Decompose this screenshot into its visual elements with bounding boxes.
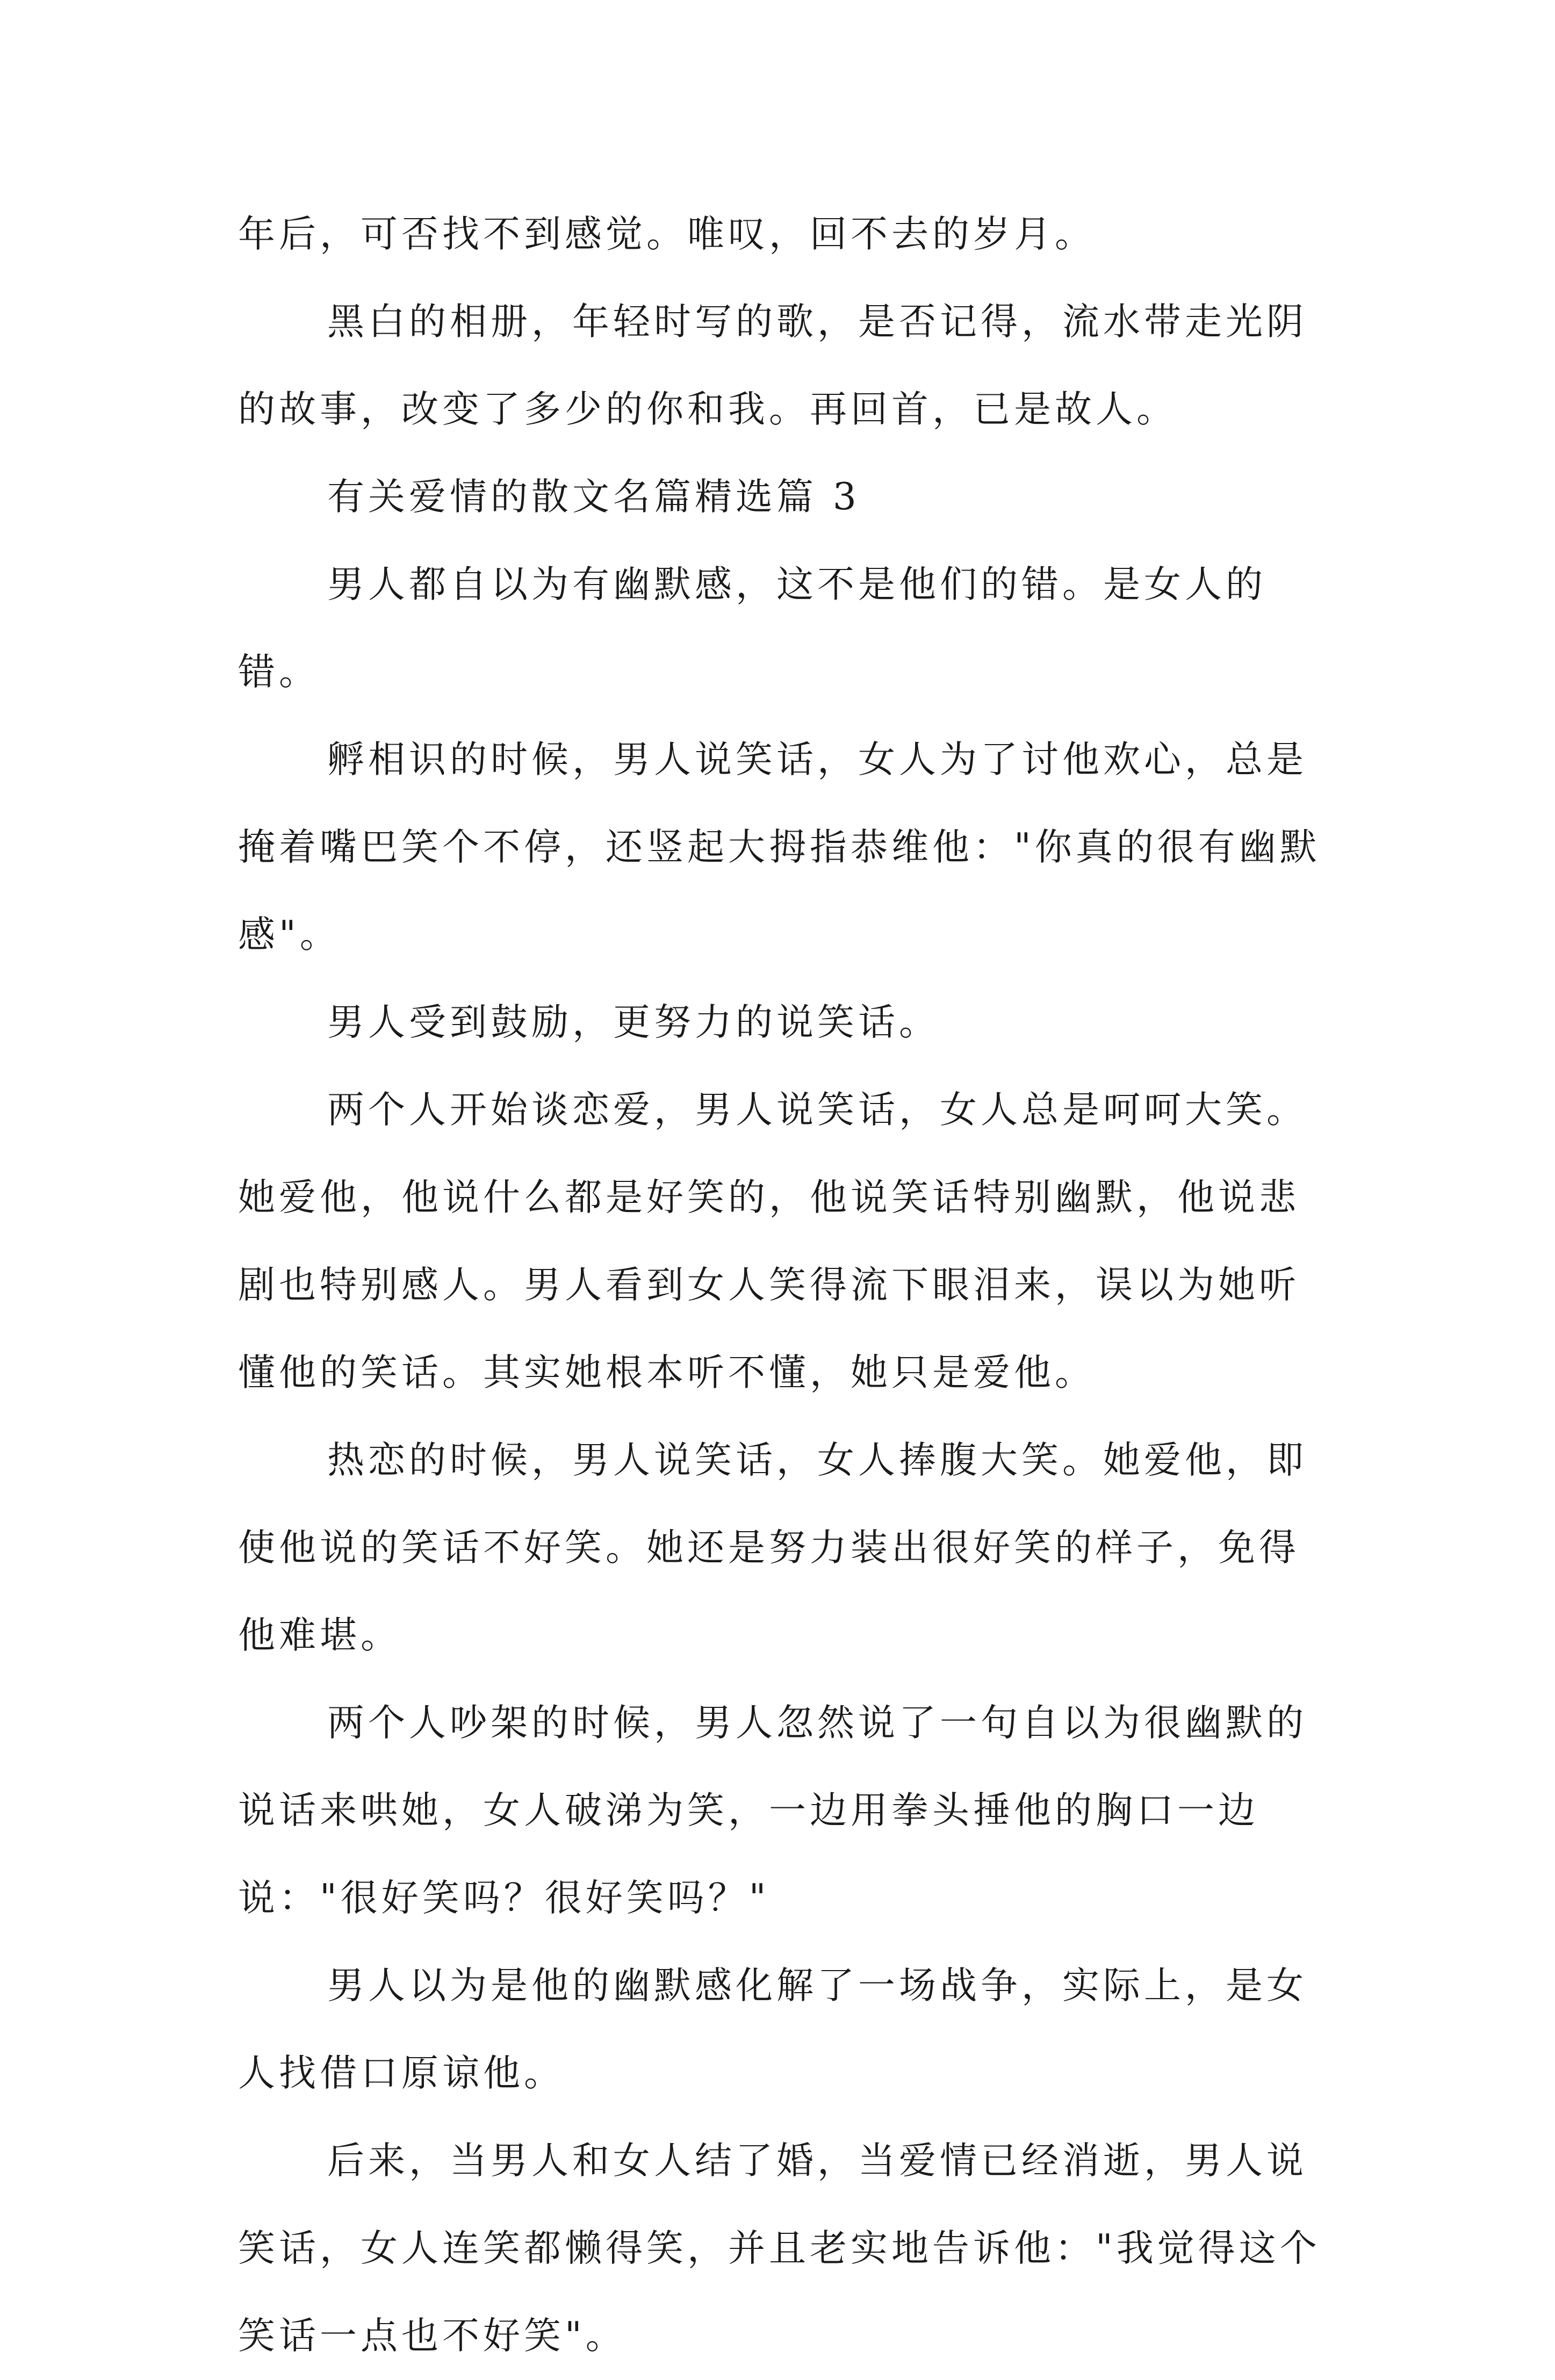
section-heading: 有关爱情的散文名篇精选篇 3 [327,475,860,518]
paragraph: 两个人吵架的时候，男人忽然说了一句自以为很幽默的说话来哄她，女人破涕为笑，一边用拳头捶他的胸口一边说："很好笑吗？很好笑吗？" [238,1701,1307,1920]
document-body [238,191,1329,2380]
paragraph: 男人受到鼓励，更努力的说笑话。 [327,1001,940,1044]
paragraph: 后来，当男人和女人结了婚，当爱情已经消逝，男人说笑话，女人连笑都懒得笑，并且老实地告诉他："我觉得这个笑话一点也不好笑"。 [238,2139,1321,2357]
paragraph: 热恋的时候，男人说笑话，女人捧腹大笑。她爱他，即使他说的笑话不好笑。她还是努力装出很好笑的样子，免得他难堪。 [238,1439,1307,1657]
paragraph: 孵相识的时候，男人说笑话，女人为了讨他欢心，总是掩着嘴巴笑个不停，还竖起大拇指恭维他："你真的很有幽默感"。 [238,738,1321,956]
paragraph: 年后，可否找不到感觉。唯叹，回不去的岁月。 [238,213,1096,256]
paragraph: 黑白的相册，年轻时写的歌，是否记得，流水带走光阴的故事，改变了多少的你和我。再回首，已是故人。 [238,300,1307,431]
paragraph: 男人都自以为有幽默感，这不是他们的错。是女人的错。 [238,563,1266,694]
paragraph: 男人以为是他的幽默感化解了一场战争，实际上，是女人找借口原谅他。 [238,1964,1307,2095]
paragraph: 两个人开始谈恋爱，男人说笑话，女人总是呵呵大笑。她爱他，他说什么都是好笑的，他说笑话特别幽默，他说悲剧也特别感人。男人看到女人笑得流下眼泪来，误以为她听懂他的笑话。其实她根本听不懂，她只是爱他。 [238,1088,1307,1394]
